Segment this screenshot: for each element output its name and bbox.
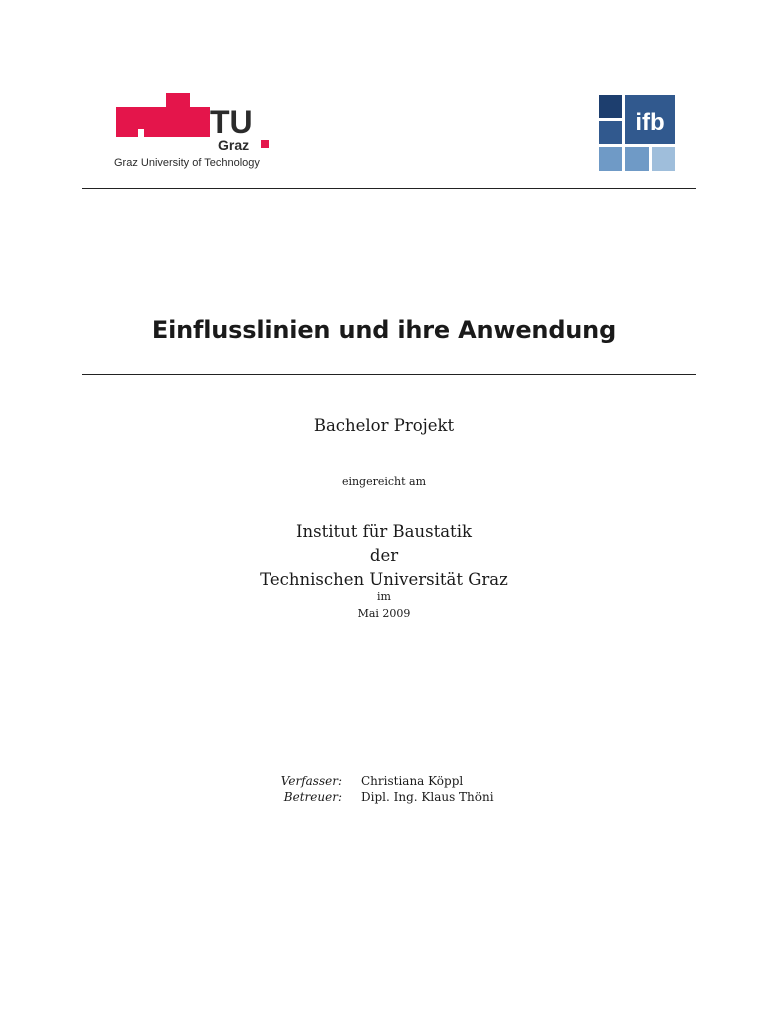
title-rule bbox=[82, 374, 696, 375]
ifb-square bbox=[652, 147, 675, 171]
page-title: Einflusslinien und ihre Anwendung bbox=[151, 316, 617, 344]
institution-line-2: der bbox=[369, 546, 399, 565]
supervisor-name: Dipl. Ing. Klaus Thöni bbox=[361, 790, 494, 804]
tu-city: Graz bbox=[218, 137, 250, 153]
header-rule bbox=[82, 188, 696, 189]
ifb-square bbox=[625, 147, 649, 171]
tu-graz-logo bbox=[114, 93, 274, 173]
ifb-square bbox=[599, 121, 622, 144]
ifb-logo bbox=[599, 95, 675, 171]
document-type: Bachelor Projekt bbox=[313, 416, 455, 435]
institution-line-3: Technischen Universität Graz bbox=[260, 570, 508, 589]
tu-graz-squares bbox=[116, 93, 210, 137]
institution-line-1: Institut für Baustatik bbox=[296, 522, 472, 541]
supervisor-label: Betreuer: bbox=[283, 790, 342, 804]
tu-tagline: Graz University of Technology bbox=[114, 157, 260, 169]
credits-block bbox=[270, 773, 494, 805]
credits-row-author bbox=[270, 773, 494, 789]
ifb-square bbox=[599, 147, 622, 171]
credits-row-supervisor bbox=[270, 789, 494, 805]
submission-date: Mai 2009 bbox=[357, 607, 411, 620]
date-prefix: im bbox=[377, 590, 391, 603]
ifb-wordmark: ifb bbox=[635, 109, 665, 136]
tu-city-square bbox=[261, 140, 269, 148]
ifb-square bbox=[599, 95, 622, 118]
submitted-label: eingereicht am bbox=[341, 475, 427, 488]
author-name: Christiana Köppl bbox=[361, 774, 464, 788]
tu-wordmark: TU bbox=[210, 104, 253, 140]
author-label: Verfasser: bbox=[280, 774, 342, 788]
